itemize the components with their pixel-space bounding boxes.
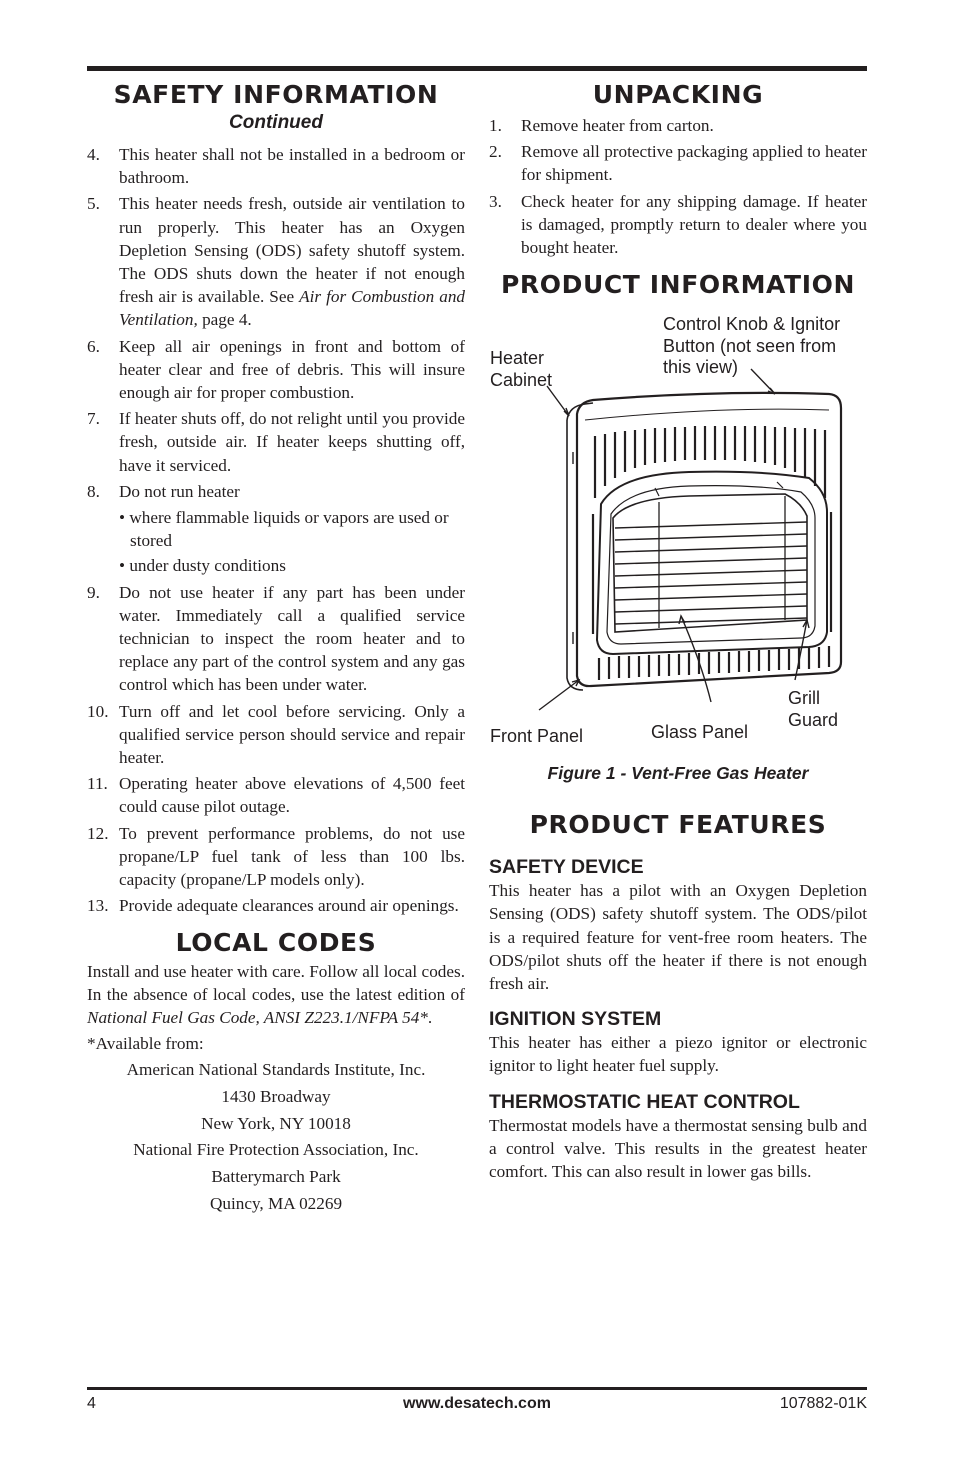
page-number: 4: [87, 1395, 96, 1412]
available-from: *Available from:: [87, 1034, 204, 1054]
product-info-title: PRODUCT INFORMATION: [500, 270, 855, 300]
list-item: 11. Operating heater above elevations of 4,500 feet could cause pilot outage.: [87, 774, 465, 817]
bottom-rule: [87, 1387, 867, 1390]
address-line: 1430 Broadway: [221, 1087, 331, 1107]
figure-caption: Figure 1 - Vent-Free Gas Heater: [547, 763, 809, 784]
safety-title: SAFETY INFORMATION: [113, 80, 439, 109]
bullet-item: • under dusty conditions: [119, 556, 286, 576]
bullet-item: • where flammable liquids or vapors are used or stored: [119, 508, 449, 551]
list-item: 7. If heater shuts off, do not relight until you provide fresh, outside air. If heater keeps shutting off, have it serviced.: [87, 409, 465, 475]
list-item: 3. Check heater for any shipping damage. If heater is damaged, promptly return to dealer where you bought heater.: [489, 191, 867, 258]
ignition-system-text: This heater has either a piezo ignitor or electronic ignitor to light heater fuel supply.: [489, 1033, 867, 1076]
list-item: 6. Keep all air openings in front and bottom of heater clear and free of debris. This will insure enough air for proper combustion.: [87, 336, 465, 403]
thermostatic-title: THERMOSTATIC HEAT CONTROL: [489, 1090, 800, 1113]
local-codes-title: LOCAL CODES: [175, 927, 377, 957]
address-line: National Fire Protection Association, Inc.: [133, 1140, 419, 1160]
document-number: 107882-01K: [779, 1395, 867, 1412]
unpacking-title: UNPACKING: [592, 80, 764, 109]
heater-cabinet-label: Heater Cabinet: [490, 348, 553, 390]
bullet-list: [119, 506, 465, 578]
unpacking-list: [489, 114, 867, 259]
list-item: 5. This heater needs fresh, outside air ventilation to run properly. This heater has an Oxygen Depletion Sensing (ODS) safety shutoff system. The ODS shuts down the heater if not enough fresh air is available. See Air for Combustion and Ventilation, page 4.: [87, 194, 466, 330]
list-item: 9. Do not use heater if any part has been under water. Immediately call a qualified service technician to inspect the room heater and to replace any part of the control system and any gas control which has been under water.: [87, 582, 465, 695]
vent-louvers: [593, 426, 831, 680]
address-line: American National Standards Institute, Inc.: [126, 1060, 426, 1080]
grill-guard-label: Grill Guard: [788, 688, 839, 730]
list-item: 1. Remove heater from carton.: [489, 116, 714, 135]
safety-list-continued: [87, 581, 465, 918]
address-line: New York, NY 10018: [201, 1113, 351, 1133]
list-item: 12. To prevent performance problems, do not use propane/LP fuel tank of less than 100 lbs. capacity (propane/LP models only).: [87, 823, 465, 890]
front-panel-label: Front Panel: [490, 726, 584, 747]
website-link[interactable]: www.desatech.com: [403, 1395, 551, 1412]
product-features-title: PRODUCT FEATURES: [529, 810, 827, 840]
address-block: [87, 1057, 465, 1217]
left-column: [87, 78, 465, 1218]
right-column: [489, 78, 867, 1183]
glass-panel-label: Glass Panel: [651, 722, 749, 743]
heater-drawing: [489, 302, 867, 762]
address-line: Quincy, MA 02269: [209, 1193, 343, 1213]
list-item: 4. This heater shall not be installed in a bedroom or bathroom.: [87, 145, 465, 188]
top-rule: [87, 66, 867, 71]
address-line: Batterymarch Park: [211, 1167, 341, 1187]
list-item: 2. Remove all protective packaging applied to heater for shipment.: [489, 142, 867, 185]
thermostatic-text: Thermostat models have a thermostat sensing bulb and a control valve. This results in the greatest heater comfort. This can also result in lower gas bills.: [489, 1115, 867, 1182]
list-item: 8. Do not run heater: [87, 481, 240, 501]
list-item: 10. Turn off and let cool before servicing. Only a qualified service person should service and repair heater.: [87, 701, 465, 768]
heater-figure: [489, 302, 867, 762]
grill-bars: [615, 522, 807, 624]
ignition-system-title: IGNITION SYSTEM: [489, 1008, 662, 1031]
control-knob-label: Control Knob & Ignitor Button (not seen from this view): [663, 314, 841, 378]
list-item: 13. Provide adequate clearances around air openings.: [87, 896, 459, 916]
safety-list: [87, 143, 465, 503]
safety-device-title: SAFETY DEVICE: [489, 856, 644, 879]
safety-device-text: This heater has a pilot with an Oxygen Depletion Sensing (ODS) safety shutoff system. The ODS/pilot is a required feature for vent-free room heaters. The ODS/pilot shuts off the heater if there is not enough fresh air.: [489, 881, 867, 994]
local-codes-text: Install and use heater with care. Follow all local codes. In the absence of local codes, use the latest edition of National Fuel Gas Code, ANSI Z223.1/NFPA 54*.: [87, 961, 465, 1027]
safety-subtitle: Continued: [229, 112, 323, 133]
